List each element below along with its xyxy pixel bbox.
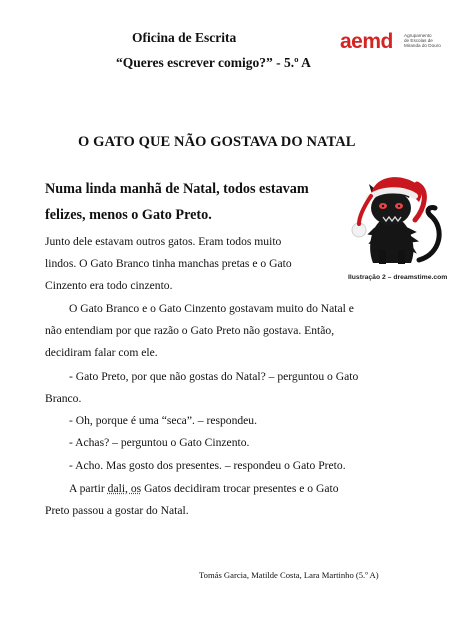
- logo-subtitle: [404, 33, 441, 49]
- spellcheck-underlined-text: dali, os: [107, 482, 142, 495]
- story-line: Preto passou a gostar do Natal.: [45, 504, 189, 517]
- lead-line-1: Numa linda manhã de Natal, todos estavam: [45, 181, 309, 197]
- illustration: [345, 168, 450, 268]
- story-line-start: A partir: [69, 482, 105, 495]
- story-line: O Gato Branco e o Gato Cinzento gostavam muito do Natal e: [69, 302, 354, 315]
- story-line: lindos. O Gato Branco tinha manchas pretas e o Gato: [45, 257, 292, 270]
- school-logo: [340, 30, 450, 60]
- story-line: Junto dele estavam outros gatos. Eram todos muito: [45, 235, 282, 248]
- logo-line-1: Agrupamento: [404, 33, 432, 38]
- illustration-caption: Ilustração 2 – dreamstime.com: [348, 274, 448, 281]
- story-title: O GATO QUE NÃO GOSTAVA DO NATAL: [78, 134, 356, 150]
- workshop-subtitle: “Queres escrever comigo?” - 5.º A: [116, 55, 311, 70]
- logo-wordmark: aemd: [340, 30, 393, 53]
- black-cat-santa-hat-icon: [345, 168, 450, 268]
- logo-line-2: de Escolas de: [404, 38, 433, 44]
- story-line: [69, 478, 339, 500]
- logo-line-3: Miranda do Douro: [404, 43, 441, 49]
- story-line: Cinzento era todo cinzento.: [45, 279, 173, 292]
- story-line: Branco.: [45, 392, 82, 405]
- workshop-title: Oficina de Escrita: [132, 30, 237, 45]
- lead-line-2: felizes, menos o Gato Preto.: [45, 207, 212, 223]
- story-line-end: Gatos decidiram trocar presentes e o Gato: [144, 482, 339, 495]
- story-line: - Oh, porque é uma “seca”. – respondeu.: [69, 414, 258, 427]
- story-line: - Achas? – perguntou o Gato Cinzento.: [69, 436, 250, 449]
- story-line: decidiram falar com ele.: [45, 346, 158, 359]
- authors: Tomás Garcia, Matilde Costa, Lara Martinho (5.º A): [199, 570, 379, 580]
- story-line: - Acho. Mas gosto dos presentes. – respondeu o Gato Preto.: [69, 459, 346, 472]
- story-line: não entendiam por que razão o Gato Preto não gostava. Então,: [45, 324, 335, 337]
- story-line: - Gato Preto, por que não gostas do Natal? – perguntou o Gato: [69, 370, 359, 383]
